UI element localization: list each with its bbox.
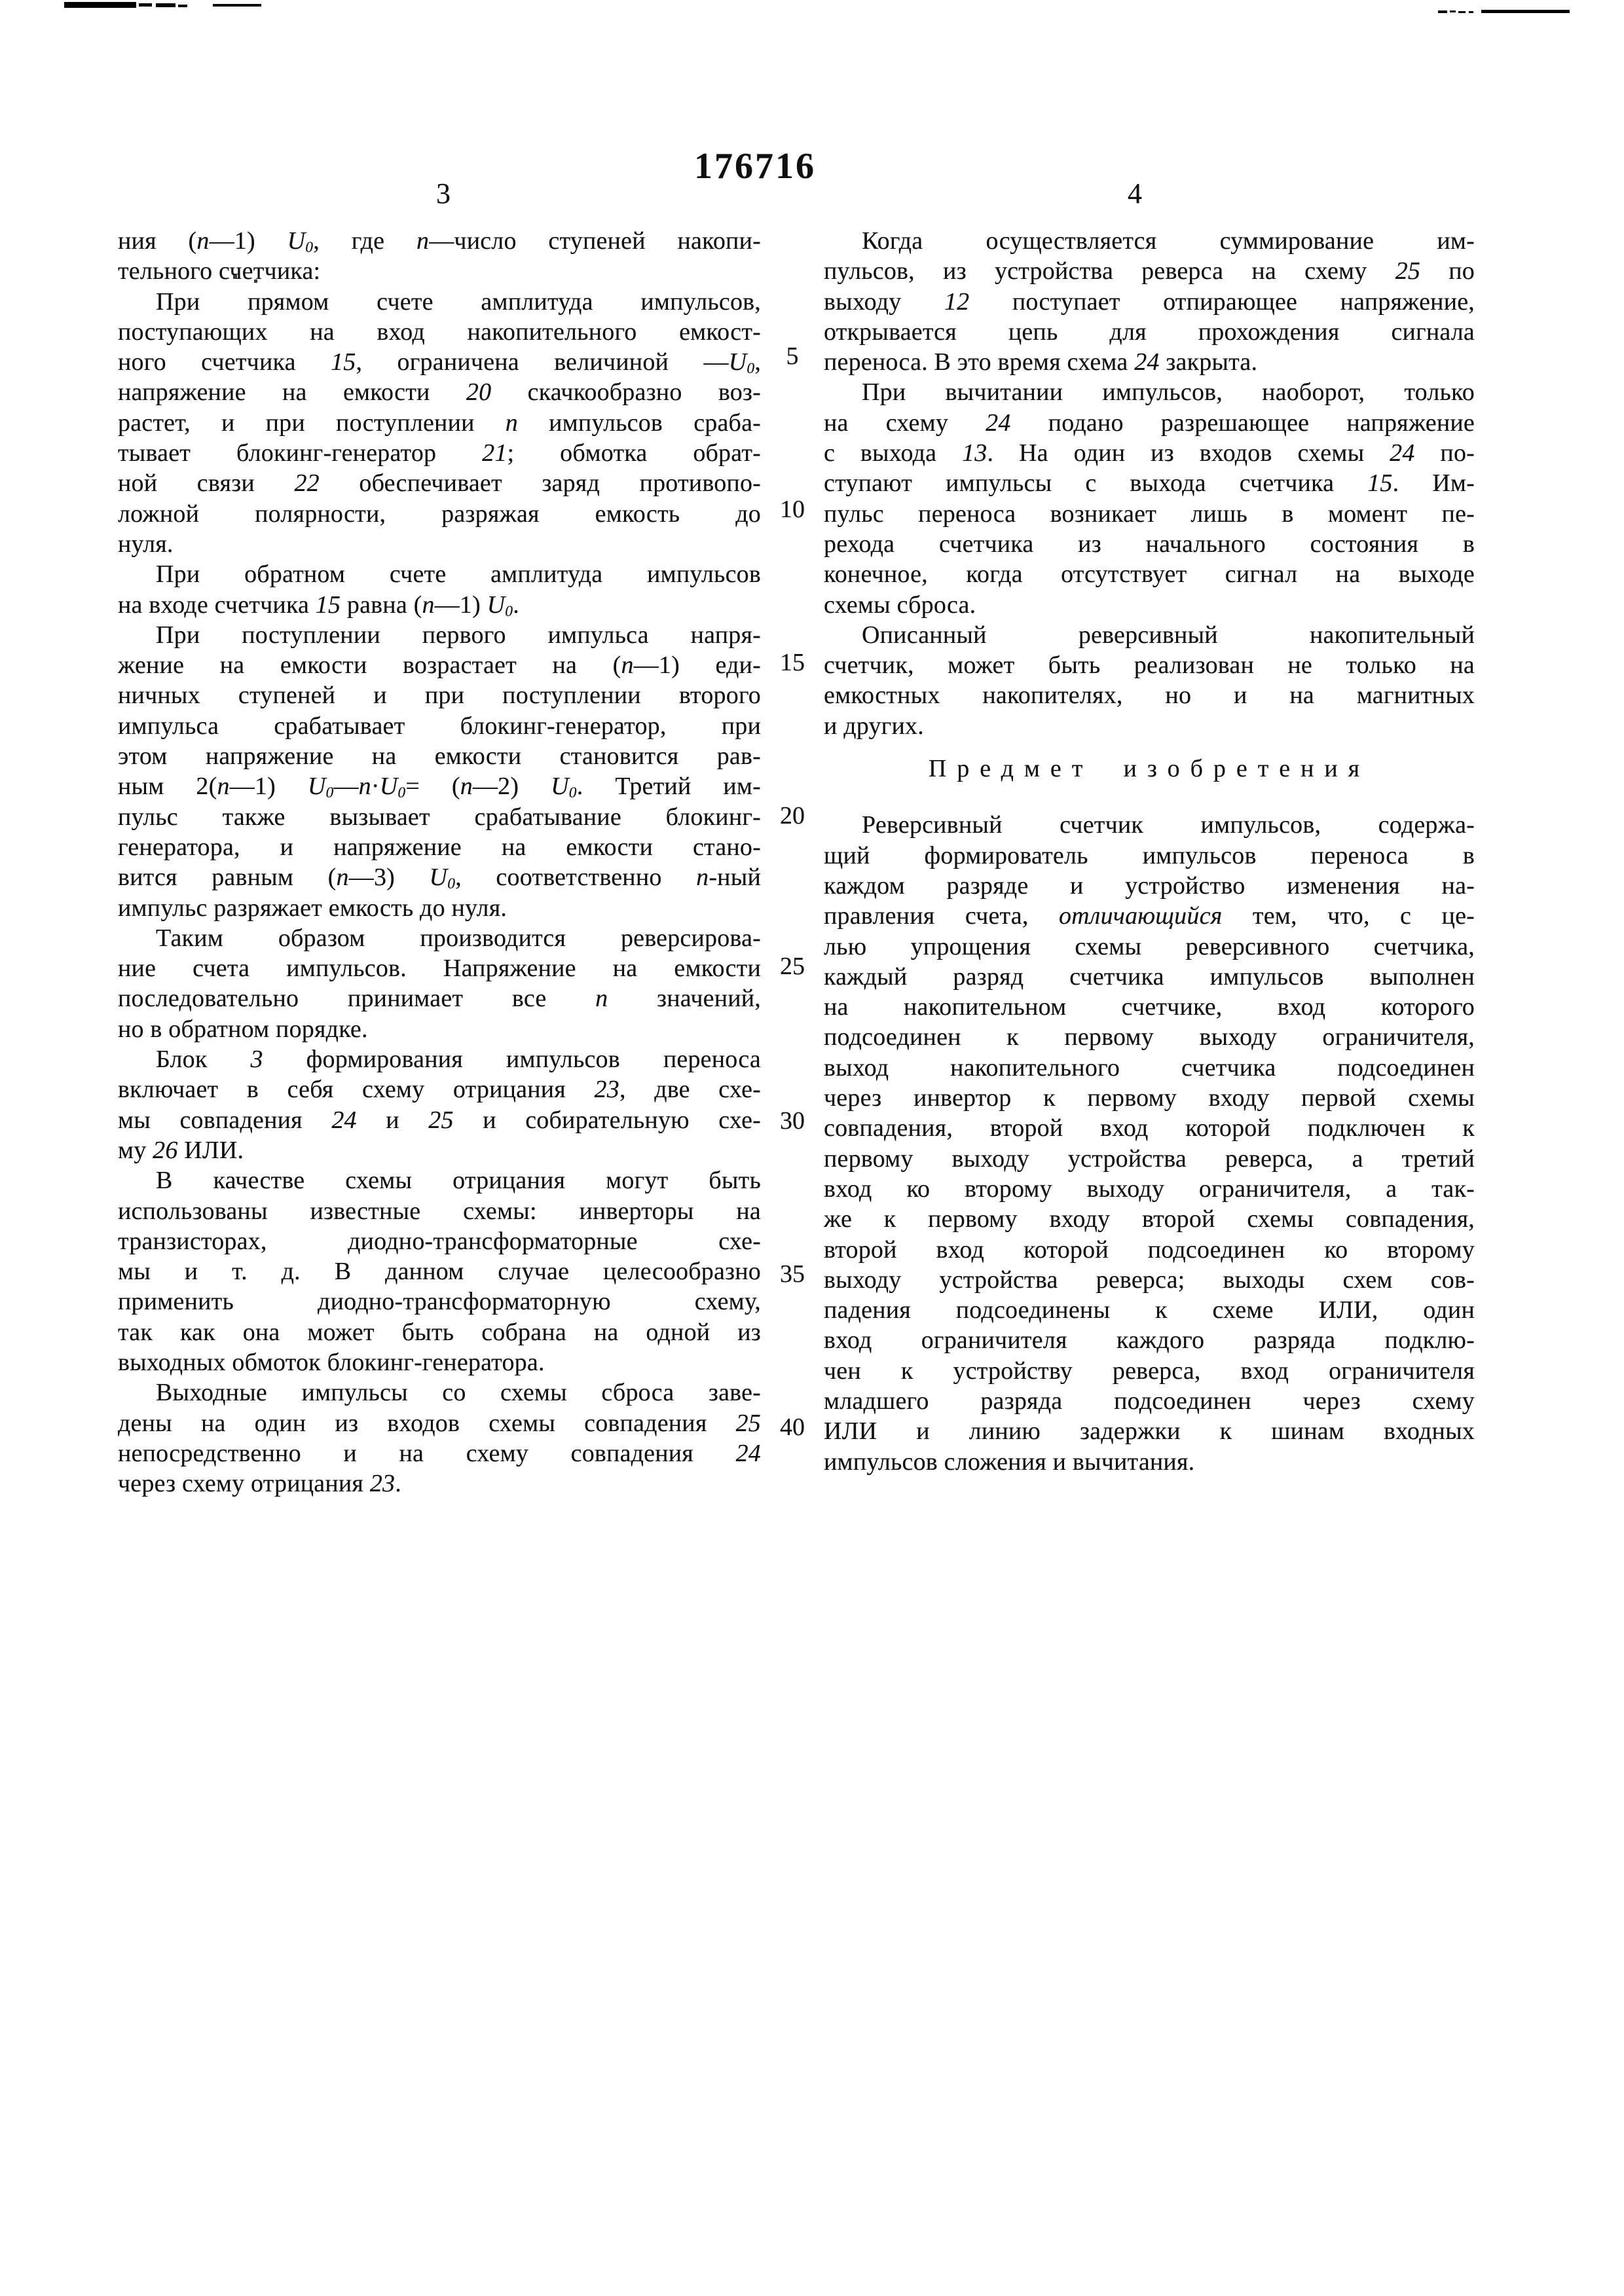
text-line: В качестве схемы отрицания могут быть: [156, 1167, 761, 1195]
text-line: открывается цепь для прохождения сигнала: [824, 318, 1475, 346]
text-line: переноса. В это время схема 24 закрыта.: [824, 348, 1258, 376]
text-line: пульс переноса возникает лишь в момент пе-: [824, 500, 1475, 528]
text-line: каждом разряде и устройство изменения на-: [824, 871, 1475, 900]
text-line: правления счета, отличающийся тем, что, с це-: [824, 902, 1475, 930]
text-line: падения подсоединены к схеме ИЛИ, один: [824, 1296, 1475, 1324]
text-line: второй вход которой подсоединен ко второму: [824, 1235, 1475, 1264]
text-line: выходных обмоток блокинг-генератора.: [118, 1348, 545, 1376]
text-line: подсоединен к первому выходу ограничителя,: [824, 1023, 1475, 1051]
scan-artifact: [1450, 10, 1456, 12]
scan-artifact: [1481, 10, 1570, 13]
text-line: ложной полярности, разряжая емкость до: [118, 500, 761, 528]
text-line: счетчик, может быть реализован не только на: [824, 651, 1475, 680]
text-line: ступают импульсы с выхода счетчика 15. Им-: [824, 469, 1475, 498]
text-line: с выхода 13. На один из входов схемы 24 по-: [824, 439, 1475, 467]
subscript-zero: 0: [397, 784, 406, 802]
text-line: включает в себя схему отрицания 23, две схе-: [118, 1076, 762, 1104]
text-line: младшего разряда подсоединен через схему: [824, 1387, 1475, 1415]
subscript-zero: 0: [505, 602, 513, 620]
text-line: рехода счетчика из начального состояния в: [824, 530, 1475, 558]
text-line: При прямом счете амплитуда импульсов,: [156, 287, 761, 316]
text-line: ния (n—1) $U_0$, где n—число ступеней накопи-: [118, 227, 761, 257]
text-line: первому выходу устройства реверса, а третий: [824, 1144, 1475, 1173]
text-line: мы совпадения 24 и 25 и собирательную схе-: [118, 1106, 761, 1134]
text-line: емкостных накопителях, но и на магнитных: [824, 682, 1475, 710]
scan-artifact: [178, 5, 187, 7]
subscript-zero: 0: [325, 784, 334, 802]
text-line: импульсов сложения и вычитания.: [824, 1448, 1195, 1476]
text-line: импульса срабатывает блокинг-генератор, при: [118, 712, 761, 740]
text-line: пульсов, из устройства реверса на схему 25 по: [824, 257, 1475, 285]
text-line: пульс также вызывает срабатывание блокинг-: [118, 803, 761, 831]
subscript-zero: 0: [305, 239, 314, 257]
gutter-line-number: 15: [780, 649, 805, 676]
scan-artifact: [1438, 10, 1447, 13]
text-line: импульс разряжает емкость до нуля.: [118, 894, 507, 922]
gutter-line-number: 20: [780, 802, 805, 829]
text-line: При обратном счете амплитуда импульсов: [156, 560, 761, 589]
text-line: транзисторах, диодно-трансформаторные схе-: [118, 1227, 761, 1255]
text-line: так как она может быть собрана на одной из: [118, 1318, 761, 1346]
claim-paragraph: [824, 810, 1475, 1477]
text-line: му 26 ИЛИ.: [118, 1136, 244, 1164]
text-line: каждый разряд счетчика импульсов выполнен: [824, 962, 1475, 991]
text-line: через схему отрицания 23.: [118, 1470, 401, 1498]
page-number-left: 3: [436, 177, 451, 210]
gutter-line-number: 25: [780, 953, 805, 980]
text-line: дены на один из входов схемы совпадения 25: [118, 1409, 761, 1437]
text-line: тельного счетчика:: [118, 257, 321, 285]
text-line: ние счета импульсов. Напряжение на емкости: [118, 955, 761, 983]
text-line: нуля.: [118, 530, 174, 558]
text-line: чен к устройству реверса, вход ограничителя: [824, 1357, 1475, 1385]
text-line: ным 2(n—1) $U_0—n\cdot U_0=$ (n—2) $U_0$. Третий им-: [118, 773, 761, 802]
gutter-line-number: 10: [780, 496, 805, 523]
text-line: мы и т. д. В данном случае целесообразно: [118, 1258, 761, 1286]
subscript-zero: 0: [447, 875, 456, 893]
text-line: При поступлении первого импульса напря-: [156, 621, 761, 649]
text-line: ной связи 22 обеспечивает заряд противопо-: [118, 469, 761, 498]
text-line: непосредственно и на схему совпадения 24: [118, 1439, 761, 1467]
scan-artifact: [156, 3, 175, 7]
text-line: на схему 24 подано разрешающее напряжение: [824, 409, 1475, 437]
text-line: последовательно принимает все n значений,: [118, 985, 762, 1013]
text-line: лью упрощения схемы реверсивного счетчика,: [824, 932, 1475, 960]
text-line: применить диодно-трансформаторную схему,: [118, 1288, 761, 1316]
right-column: [824, 226, 1475, 1477]
text-line: использованы известные схемы: инверторы на: [118, 1197, 761, 1225]
text-line: выход накопительного счетчика подсоединен: [824, 1053, 1475, 1082]
text-line: через инвертор к первому входу первой схемы: [824, 1084, 1475, 1112]
text-line: генератора, и напряжение на емкости стано-: [118, 833, 761, 861]
text-line: на накопительном счетчике, вход которого: [824, 993, 1475, 1021]
right-column-paragraphs: [824, 226, 1475, 741]
text-line: щий формирователь импульсов переноса в: [824, 841, 1475, 869]
gutter-line-number: 5: [786, 342, 799, 370]
gutter-line-number: 40: [780, 1413, 805, 1441]
text-line: жение на емкости возрастает на (n—1) еди-: [118, 651, 761, 680]
gutter-line-number: 30: [780, 1107, 805, 1135]
subscript-zero: 0: [568, 784, 577, 802]
subscript-zero: 0: [747, 360, 755, 378]
gutter-line-number: 35: [780, 1260, 805, 1288]
text-line: выходу устройства реверса; выходы схем сов-: [824, 1266, 1475, 1294]
text-line: вход ко второму выходу ограничителя, а так-: [824, 1175, 1475, 1203]
left-column: [118, 226, 761, 1499]
text-line: ничных ступеней и при поступлении второго: [118, 682, 761, 710]
text-line: Когда осуществляется суммирование им-: [862, 227, 1475, 255]
text-line: вход ограничителя каждого разряда подклю-: [824, 1326, 1475, 1355]
text-line: этом напряжение на емкости становится рав-: [118, 742, 761, 771]
text-line: выходу 12 поступает отпирающее напряжение,: [824, 287, 1475, 316]
text-line: напряжение на емкости 20 скачкообразно воз-: [118, 378, 762, 407]
text-line: Блок 3 формирования импульсов переноса: [156, 1046, 761, 1074]
scan-artifact: [1469, 11, 1473, 13]
text-line: растет, и при поступлении n импульсов сраба-: [118, 409, 761, 437]
text-line: совпадения, второй вход которой подключен к: [824, 1114, 1475, 1142]
text-line: на входе счетчика 15 равна (n—1) $U_0$.: [118, 591, 519, 620]
text-line: ИЛИ и линию задержки к шинам входных: [824, 1417, 1475, 1446]
text-line: При вычитании импульсов, наоборот, только: [862, 378, 1475, 407]
patent-number: 176716: [694, 146, 816, 187]
text-line: Описанный реверсивный накопительный: [862, 621, 1475, 649]
text-line: и других.: [824, 712, 924, 740]
section-heading: Предмет изобретения: [928, 755, 1371, 783]
text-line: Выходные импульсы со схемы сброса заве-: [156, 1379, 761, 1407]
scan-artifact: [1458, 11, 1466, 13]
text-line: ного счетчика 15, ограничена величиной $—U_0$,: [118, 348, 762, 378]
text-line: вится равным (n—3) $U_0$, соответственно n-ный: [118, 864, 761, 893]
text-line: поступающих на вход накопительного емкост-: [118, 318, 761, 346]
text-line: конечное, когда отсутствует сигнал на выходе: [824, 560, 1475, 589]
scan-artifact: [64, 2, 136, 8]
text-line: тывает блокинг-генератор 21; обмотка обрат-: [118, 439, 761, 467]
text-line: но в обратном порядке.: [118, 1015, 368, 1043]
text-line: же к первому входу второй схемы совпадения,: [824, 1205, 1475, 1233]
text-line: Реверсивный счетчик импульсов, содержа-: [862, 811, 1475, 839]
scan-artifact: [213, 4, 261, 7]
text-line: схемы сброса.: [824, 591, 976, 619]
scan-artifact: [139, 3, 152, 7]
page-number-right: 4: [1128, 177, 1142, 210]
text-line: Таким образом производится реверсирова-: [156, 924, 761, 952]
